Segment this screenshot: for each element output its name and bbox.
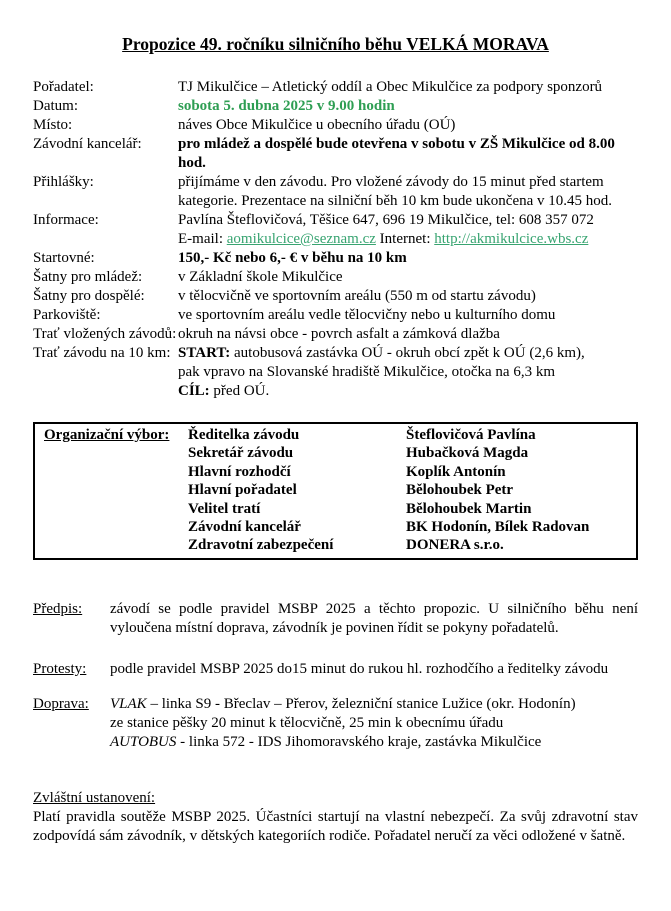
- info-label-datum: Datum:: [33, 98, 78, 114]
- info-row-satny-dospele: [33, 287, 638, 306]
- vlak-rest: – linka S9 - Břeclav – Přerov, železniční stanice Lužice (okr. Hodonín): [146, 695, 576, 712]
- email-label: E-mail:: [178, 231, 227, 247]
- info-label-poradatel: Pořadatel:: [33, 79, 94, 95]
- committee-name: Bělohoubek Martin: [406, 500, 532, 517]
- committee-row: [35, 500, 636, 518]
- start-word: START:: [178, 345, 231, 361]
- info-row-prihlasky: [33, 173, 638, 211]
- doprava-line-1: [110, 695, 638, 714]
- section-doprava: [33, 695, 638, 752]
- committee-row: [35, 536, 636, 554]
- committee-row: [35, 426, 636, 444]
- info-label-prihlasky: Přihlášky:: [33, 174, 94, 190]
- info-label-satny-mladez: Šatny pro mládež:: [33, 269, 143, 285]
- info-label-trat-10km: Trať závodu na 10 km:: [33, 345, 171, 361]
- vlak-word: VLAK: [110, 695, 147, 712]
- info-row-startovne: [33, 249, 638, 268]
- internet-label: Internet:: [375, 231, 435, 247]
- info-value-satny-mladez: v Základní škole Mikulčice: [178, 269, 343, 285]
- info-row-satny-mladez: [33, 268, 638, 287]
- cil-word: CÍL:: [178, 383, 210, 399]
- committee-name: Bělohoubek Petr: [406, 482, 514, 499]
- info-label-zavodni-kancelar: Závodní kancelář:: [33, 136, 142, 152]
- info-list: [33, 78, 638, 401]
- autobus-word: AUTOBUS: [110, 733, 177, 750]
- committee-table: [33, 422, 638, 560]
- info-value-datum: sobota 5. dubna 2025 v 9.00 hodin: [178, 98, 395, 114]
- section-predpis: [33, 600, 638, 638]
- info-value-misto: náves Obce Mikulčice u obecního úřadu (OÚ): [178, 117, 456, 133]
- committee-role: Zdravotní zabezpečení: [188, 537, 334, 554]
- trat-10km-line-3: [178, 382, 638, 401]
- committee-row: [35, 444, 636, 462]
- info-label-informace: Informace:: [33, 212, 99, 228]
- committee-header: Organizační výbor:: [44, 427, 170, 443]
- info-value-informace: [178, 211, 638, 249]
- start-rest: autobusová zastávka OÚ - okruh obcí zpět k OÚ (2,6 km),: [230, 345, 585, 361]
- info-row-parkoviste: [33, 306, 638, 325]
- predpis-label: Předpis:: [33, 600, 83, 617]
- website-link[interactable]: http://akmikulcice.wbs.cz: [434, 231, 589, 247]
- document-page: [0, 33, 671, 911]
- cil-rest: před OÚ.: [209, 383, 270, 399]
- committee-role: Ředitelka závodu: [188, 427, 300, 443]
- predpis-text: závodí se podle pravidel MSBP 2025 a těchto propozic. U silničního běhu není vyloučena místní doprava, závodník je povinen řídit se pokyny pořadatelů.: [110, 600, 638, 636]
- protesty-label: Protesty:: [33, 660, 87, 677]
- committee-row: [35, 481, 636, 499]
- committee-name: BK Hodonín, Bílek Radovan: [406, 519, 590, 536]
- doprava-line-2: ze stanice pěšky 20 minut k tělocvičně, 25 min k obecnímu úřadu: [110, 714, 504, 731]
- protesty-text: podle pravidel MSBP 2025 do15 minut do rukou hl. rozhodčího a ředitelky závodu: [110, 660, 609, 677]
- trat-10km-line-1: [178, 344, 638, 363]
- doprava-label: Doprava:: [33, 695, 89, 712]
- committee-role: Hlavní pořadatel: [188, 482, 297, 499]
- committee-row: [35, 463, 636, 481]
- info-label-satny-dospele: Šatny pro dospělé:: [33, 288, 145, 304]
- info-row-poradatel: [33, 78, 638, 97]
- info-row-trat-vlozenych: [33, 325, 638, 344]
- trat-10km-line-2: pak vpravo na Slovanské hradiště Mikulčice, otočka na 6,3 km: [178, 364, 555, 380]
- info-value-startovne: 150,- Kč nebo 6,- € v běhu na 10 km: [178, 250, 407, 266]
- committee-role: Sekretář závodu: [188, 445, 294, 462]
- committee-name: Hubačková Magda: [406, 445, 529, 462]
- autobus-rest: - linka 572 - IDS Jihomoravského kraje, zastávka Mikulčice: [176, 733, 542, 750]
- committee-name: DONERA s.r.o.: [406, 537, 504, 554]
- info-value-zavodni-kancelar: pro mládež a dospělé bude otevřena v sobotu v ZŠ Mikulčice od 8.00 hod.: [178, 136, 615, 171]
- info-row-zavodni-kancelar: [33, 135, 638, 173]
- committee-name: Šteflovičová Pavlína: [406, 427, 536, 443]
- informace-line-2: [178, 230, 638, 249]
- committee-row: [35, 518, 636, 536]
- doprava-text: [110, 695, 638, 752]
- prihlasky-line-2: kategorie. Prezentace na silniční běh 10 km bude ukončena v 10.45 hod.: [178, 193, 613, 209]
- zvlastni-heading: Zvláštní ustanovení:: [33, 789, 156, 806]
- committee-role: Hlavní rozhodčí: [188, 463, 291, 480]
- info-value-trat-vlozenych: okruh na návsi obce - povrch asfalt a zámková dlažba: [178, 326, 500, 342]
- committee-role: Závodní kancelář: [188, 519, 301, 536]
- info-row-misto: [33, 116, 638, 135]
- committee-role: Velitel tratí: [188, 500, 261, 517]
- info-value-prihlasky: [178, 173, 638, 211]
- info-label-trat-vlozenych: Trať vložených závodů:: [33, 326, 177, 342]
- info-value-parkoviste: ve sportovním areálu vedle tělocvičny nebo u kulturního domu: [178, 307, 556, 323]
- info-value-satny-dospele: v tělocvičně ve sportovním areálu (550 m od startu závodu): [178, 288, 536, 304]
- doprava-line-3: [110, 733, 638, 752]
- committee-header-cell: [35, 426, 188, 444]
- prihlasky-line-1: přijímáme v den závodu. Pro vložené závody do 15 minut před startem: [178, 174, 604, 190]
- info-value-trat-10km: [178, 344, 638, 401]
- informace-line-1: Pavlína Šteflovičová, Těšice 647, 696 19 Mikulčice, tel: 608 357 072: [178, 212, 594, 228]
- info-label-parkoviste: Parkoviště:: [33, 307, 101, 323]
- committee-name: Koplík Antonín: [406, 463, 506, 480]
- info-row-datum: [33, 97, 638, 116]
- info-row-informace: [33, 211, 638, 249]
- page-title: Propozice 49. ročníku silničního běhu VELKÁ MORAVA: [122, 34, 549, 54]
- email-link[interactable]: aomikulcice@seznam.cz: [226, 231, 376, 247]
- section-zvlastni-ustanoveni: [33, 789, 638, 846]
- zvlastni-text: Platí pravidla soutěže MSBP 2025. Účastníci startují na vlastní nebezpečí. Za svůj zdravotní stav zodpovídá sám závodník, v dětských kategoriích rodiče. Pořadatel neručí za věci odložené v šatně.: [33, 808, 638, 844]
- section-protesty: [33, 660, 638, 679]
- info-label-startovne: Startovné:: [33, 250, 95, 266]
- info-value-poradatel: TJ Mikulčice – Atletický oddíl a Obec Mikulčice za podpory sponzorů: [178, 79, 603, 95]
- info-label-misto: Místo:: [33, 117, 73, 133]
- info-row-trat-10km: [33, 344, 638, 401]
